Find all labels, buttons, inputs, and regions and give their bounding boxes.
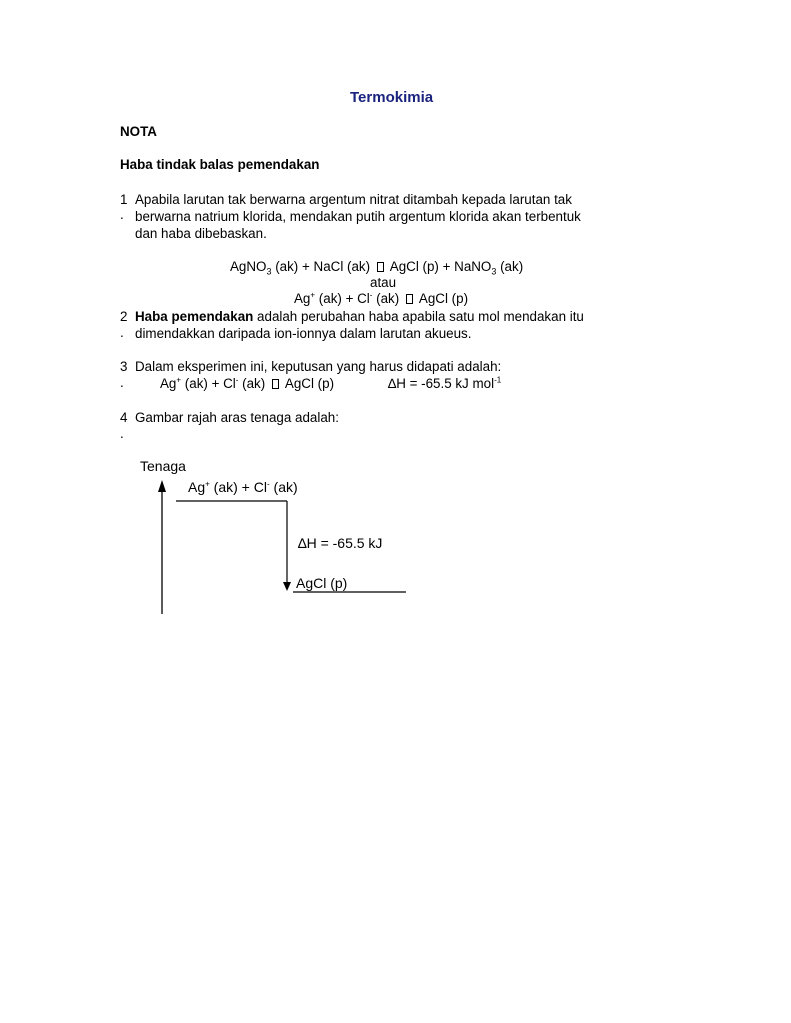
enthalpy-arrowhead-icon: [283, 582, 291, 591]
nota-label: NOTA: [120, 124, 157, 139]
eq-text: AgCl (p): [281, 376, 335, 391]
bold-term: Haba pemendakan: [135, 309, 254, 324]
eq-text: (ak): [372, 291, 403, 306]
item-line: dan haba dibebaskan.: [135, 226, 267, 241]
eq-superscript: +: [176, 375, 182, 385]
eq-superscript: -: [235, 375, 239, 385]
item-dot: .: [120, 207, 124, 222]
eq-superscript: -: [369, 290, 373, 300]
eq-superscript: +: [310, 290, 316, 300]
eq-text: (ak) + NaCl (ak): [271, 259, 374, 274]
diagram-text: (ak) + Cl: [209, 479, 267, 495]
diagram-text: Ag: [188, 479, 206, 495]
diagram-superscript: +: [205, 479, 210, 489]
item-number: 1: [120, 192, 128, 207]
eq-subscript: 3: [266, 266, 272, 277]
diagram-enthalpy-label: ∆H = -65.5 kJ: [298, 535, 383, 551]
item-line: Apabila larutan tak berwarna argentum nitrat ditambah kepada larutan tak: [135, 192, 572, 207]
item-line: Gambar rajah aras tenaga adalah:: [135, 410, 339, 425]
eq-text: Ag: [294, 291, 311, 306]
item-number: 3: [120, 359, 128, 374]
eq-subscript: 3: [491, 266, 497, 277]
item-dot: .: [120, 375, 124, 390]
reactant-label: [188, 479, 298, 495]
page-title: Termokimia: [350, 89, 434, 106]
item-line: Dalam eksperimen ini, keputusan yang harus didapati adalah:: [135, 359, 502, 374]
diagram-superscript: -: [266, 479, 270, 489]
item-text: adalah perubahan haba apabila satu mol mendakan itu: [253, 309, 584, 324]
item-number: 4: [120, 410, 128, 425]
eq-superscript: -1: [494, 375, 502, 385]
eq-text: (ak) + Cl: [315, 291, 370, 306]
atau-label: atau: [370, 275, 397, 290]
eq-text: (ak) + Cl: [181, 376, 236, 391]
product-label: AgCl (p): [296, 575, 348, 591]
eq-text: (ak): [496, 259, 524, 274]
item-line: dimendakkan daripada ion-ionnya dalam larutan akueus.: [135, 326, 472, 341]
eq-text: AgNO: [230, 259, 267, 274]
axis-arrowhead-icon: [158, 480, 166, 492]
eq-text: AgCl (p) + NaNO: [386, 259, 492, 274]
item-line: berwarna natrium klorida, mendakan putih argentum klorida akan terbentuk: [135, 209, 581, 224]
item-dot: .: [120, 325, 124, 340]
eq-text: Ag: [160, 376, 177, 391]
eq-text: ∆H = -65.5 kJ mol: [388, 376, 495, 391]
eq-text: (ak): [238, 376, 269, 391]
section-heading: Haba tindak balas pemendakan: [120, 157, 320, 172]
item-number: 2: [120, 309, 128, 324]
item-dot: .: [120, 426, 124, 441]
energy-axis-label: Tenaga: [140, 458, 186, 474]
diagram-text: (ak): [269, 479, 298, 495]
eq-text: AgCl (p): [415, 291, 469, 306]
